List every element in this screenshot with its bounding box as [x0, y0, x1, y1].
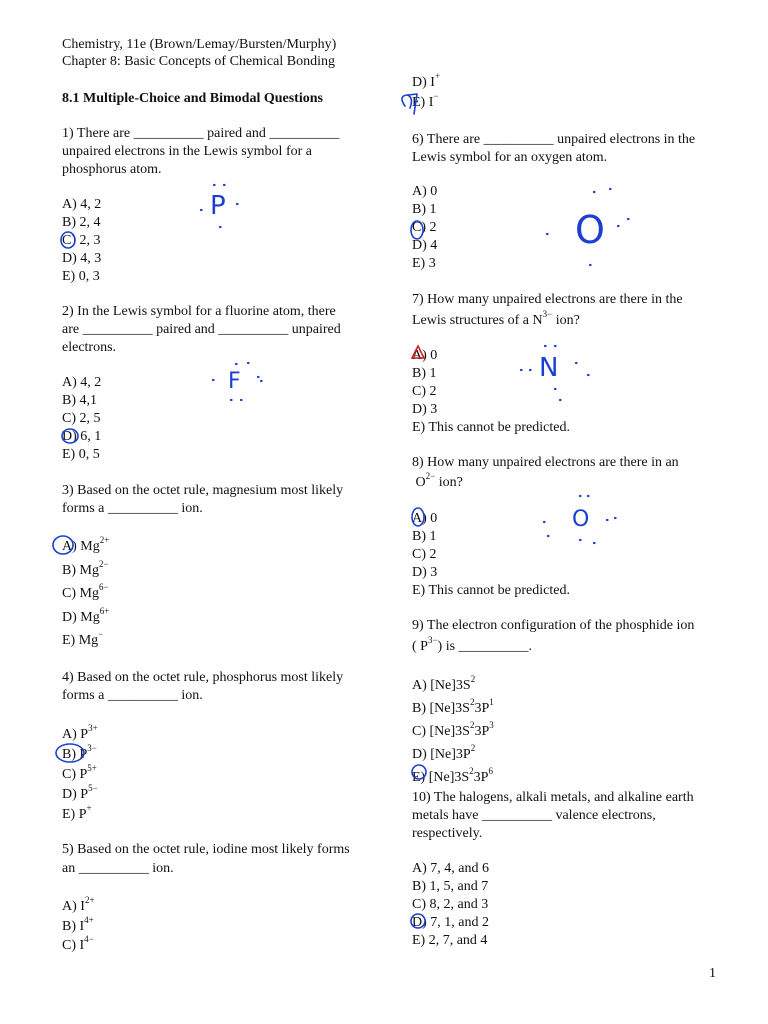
q7-option-e: E) This cannot be predicted. — [412, 420, 570, 435]
q9-option-e: E) $[Ne]3S^23P^6$ — [412, 766, 493, 785]
q2-option-e: E) 0, 5 — [62, 447, 100, 462]
q7-stem-line2: Lewis structures of a $N^{3-}$ ion? — [412, 309, 580, 328]
q2-stem-line1: 2) In the Lewis symbol for a fluorine atom, there — [62, 304, 336, 319]
q1-stem-line1: 1) There are __________ paired and __________ — [62, 126, 340, 141]
q4-option-c: C) $P^{5+}$ — [62, 763, 97, 782]
q10-stem-line3: respectively. — [412, 826, 483, 841]
lewis-dots-o — [547, 189, 629, 265]
q3-stem-line2: forms a __________ ion. — [62, 501, 203, 516]
q4-stem-line1: 4) Based on the octet rule, phosphorus most likely — [62, 670, 344, 685]
q9-option-b: B) $[Ne]3S^23P^1$ — [412, 697, 494, 716]
q5-option-e: E) I− — [412, 91, 439, 110]
lewis-dots-p — [201, 185, 238, 227]
q8-option-d: D) 3 — [412, 565, 438, 580]
q10-stem-line2: metals have __________ valence electrons, — [412, 808, 656, 823]
q8-option-b: B) 1 — [412, 529, 437, 544]
handwritten-p: P — [210, 191, 226, 221]
q10-option-a: A) 7, 4, and 6 — [412, 861, 489, 876]
handwritten-o: O — [575, 208, 605, 252]
q3-option-d: D) $Mg^{6+}$ — [62, 606, 110, 625]
section-title: 8.1 Multiple-Choice and Bimodal Questions — [62, 91, 323, 106]
q8-option-e: E) This cannot be predicted. — [412, 583, 570, 598]
q10-option-d: D) 7, 1, and 2 — [412, 915, 489, 930]
q2-option-c: C) 2, 5 — [62, 411, 101, 426]
q7-option-b: B) 1 — [412, 366, 437, 381]
lewis-dots-f — [213, 363, 262, 400]
q5-option-a: A) $I^{2+}$ — [62, 895, 95, 914]
page-number: 1 — [709, 966, 716, 981]
q1-option-c: C) 2, 3 — [62, 233, 101, 248]
q2-option-d: D) 6, 1 — [62, 429, 102, 444]
q1-option-d: D) 4, 3 — [62, 251, 102, 266]
q5-stem-line2: an __________ ion. — [62, 861, 174, 876]
q4-option-e: E) P+ — [62, 803, 92, 822]
q1-option-a: A) 4, 2 — [62, 197, 102, 212]
chapter-title: Chapter 8: Basic Concepts of Chemical Bonding — [62, 54, 335, 69]
q1-option-e: E) 0, 3 — [62, 269, 100, 284]
q5-option-d: D) I+ — [412, 71, 441, 90]
q7-stem-line1: 7) How many unpaired electrons are there in the — [412, 292, 683, 307]
q6-option-a: A) 0 — [412, 184, 438, 199]
q2-option-b: B) 4,1 — [62, 393, 97, 408]
q2-stem-line2: are __________ paired and __________ unpaired — [62, 322, 341, 337]
q4-option-d: D) $P^{5-}$ — [62, 783, 98, 802]
q7-option-a: A) 0 — [412, 348, 438, 363]
q5-stem-line1: 5) Based on the octet rule, iodine most likely forms — [62, 842, 350, 857]
q8-option-c: C) 2 — [412, 547, 437, 562]
lewis-dots-o2 — [544, 496, 616, 543]
q6-option-e: E) 3 — [412, 256, 436, 271]
q9-option-a: A) $[Ne]3S^2$ — [412, 674, 476, 693]
q5-option-c: C) $I^{4-}$ — [62, 934, 94, 953]
q10-option-c: C) 8, 2, and 3 — [412, 897, 489, 912]
q10-option-e: E) 2, 7, and 4 — [412, 933, 488, 948]
q9-option-d: D) $[Ne]3P^2$ — [412, 743, 476, 762]
q3-option-a: A) $Mg^{2+}$ — [62, 535, 110, 554]
book-title: Chemistry, 11e (Brown/Lemay/Bursten/Murphy) — [62, 37, 337, 52]
q1-stem-line3: phosphorus atom. — [62, 162, 162, 177]
q10-option-b: B) 1, 5, and 7 — [412, 879, 489, 894]
q3-option-b: B) $Mg^{2-}$ — [62, 559, 109, 578]
q6-option-c: C) 2 — [412, 220, 437, 235]
q8-option-a: A) 0 — [412, 511, 438, 526]
q4-stem-line2: forms a __________ ion. — [62, 688, 203, 703]
handwritten-f: F — [228, 369, 241, 394]
q5-option-b: B) $I^{4+}$ — [62, 915, 94, 934]
q4-option-b: B) $P^{3-}$ — [62, 743, 97, 762]
q9-stem-line2: ( $P^{3-}$) is __________. — [412, 635, 533, 654]
q2-option-a: A) 4, 2 — [62, 375, 102, 390]
q2-stem-line3: electrons. — [62, 340, 117, 355]
q9-stem-line1: 9) The electron configuration of the phosphide ion — [412, 618, 695, 633]
lewis-dots-n — [521, 346, 589, 400]
q3-option-c: C) $Mg^{6-}$ — [62, 582, 109, 601]
q6-option-b: B) 1 — [412, 202, 437, 217]
q3-option-e: E) Mg− — [62, 629, 104, 648]
q6-stem-line1: 6) There are __________ unpaired electrons in the — [412, 132, 696, 147]
q4-option-a: A) $P^{3+}$ — [62, 723, 98, 742]
q3-stem-line1: 3) Based on the octet rule, magnesium most likely — [62, 483, 344, 498]
q1-stem-line2: unpaired electrons in the Lewis symbol for a — [62, 144, 312, 159]
q7-option-c: C) 2 — [412, 384, 437, 399]
q1-option-b: B) 2, 4 — [62, 215, 101, 230]
handwritten-o-ion: O — [572, 507, 590, 532]
q9-option-c: C) $[Ne]3S^23P^3$ — [412, 720, 494, 739]
q6-stem-line2: Lewis symbol for an oxygen atom. — [412, 150, 608, 165]
q10-stem-line1: 10) The halogens, alkali metals, and alkaline earth — [412, 790, 694, 805]
q7-option-d: D) 3 — [412, 402, 438, 417]
q8-stem-line2: $O^{2-}$ ion? — [415, 471, 463, 490]
q6-option-d: D) 4 — [412, 238, 438, 253]
handwritten-n: N — [539, 353, 559, 383]
q8-stem-line1: 8) How many unpaired electrons are there in an — [412, 455, 679, 470]
